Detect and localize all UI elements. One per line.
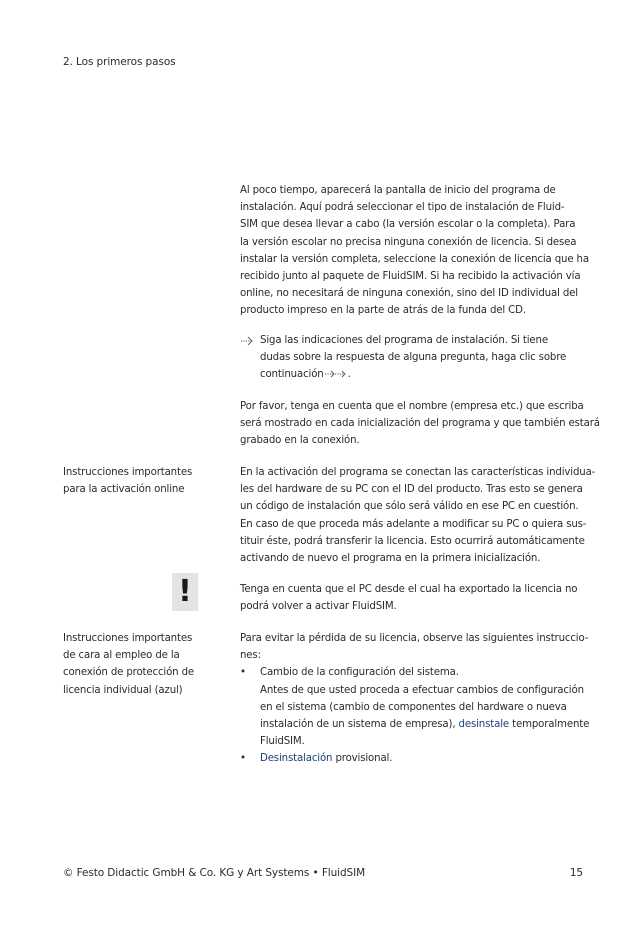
page-number: 15 bbox=[569, 867, 583, 879]
bullet-text: temporalmente bbox=[509, 719, 590, 731]
license-protection-heading bbox=[63, 630, 213, 699]
protect-line: nes: bbox=[240, 650, 261, 662]
page-footer bbox=[63, 867, 583, 879]
section-title: 2. Los primeros pasos bbox=[63, 56, 176, 68]
bullet-text: provisional. bbox=[332, 753, 393, 765]
intro-line: instalar la versión completa, seleccione la conexión de licencia que ha bbox=[240, 253, 589, 265]
bullet-item-uninstall bbox=[240, 750, 590, 767]
online-line: un código de instalación que sólo será válido en ese PC en cuestión. bbox=[240, 501, 579, 513]
bullet-line bbox=[260, 750, 590, 767]
intro-line: online, no necesitará de ninguna conexión, sino del ID individual del bbox=[240, 288, 578, 300]
uninstall-link[interactable]: desinstale bbox=[458, 719, 510, 731]
sidebar-heading-line: Instrucciones importantes bbox=[63, 633, 193, 644]
intro-line: instalación. Aquí podrá seleccionar el tipo de instalación de Fluid- bbox=[240, 202, 565, 214]
note-line: será mostrado en cada inicialización del programa y que también estará bbox=[240, 418, 600, 430]
bullet-line bbox=[260, 716, 590, 733]
step-line: Siga las indicaciones del programa de instalación. Si tiene bbox=[260, 335, 548, 346]
protect-line: Para evitar la pérdida de su licencia, observe las siguientes instruccio- bbox=[240, 633, 589, 644]
online-line: En la activación del programa se conectan las características individua- bbox=[240, 467, 596, 478]
sidebar-heading-line: Instrucciones importantes bbox=[63, 467, 193, 478]
intro-line: producto impreso en la parte de atrás de la funda del CD. bbox=[240, 305, 526, 317]
uninstallation-link[interactable]: Desinstalación bbox=[260, 753, 333, 765]
online-line: activando de nuevo el programa en la primera inicialización. bbox=[240, 553, 541, 565]
online-line: les del hardware de su PC con el ID del producto. Tras esto se genera bbox=[240, 484, 583, 496]
continue-arrow-icon bbox=[324, 369, 348, 379]
warning-paragraph bbox=[240, 581, 590, 615]
online-activation-paragraph bbox=[240, 464, 596, 567]
bullet-icon: • bbox=[240, 667, 246, 679]
online-activation-heading bbox=[63, 464, 213, 498]
step-arrow-icon bbox=[240, 332, 256, 349]
note-paragraph bbox=[240, 398, 600, 450]
warning-line: Tenga en cuenta que el PC desde el cual ha exportado la licencia no bbox=[240, 584, 578, 595]
warning-callout bbox=[172, 573, 198, 611]
bullet-title: Cambio de la configuración del sistema. bbox=[260, 667, 459, 679]
exclamation-icon: ! bbox=[178, 574, 192, 609]
warning-line: podrá volver a activar FluidSIM. bbox=[240, 601, 397, 613]
intro-paragraph bbox=[240, 182, 590, 320]
footer-copyright: © Festo Didactic GmbH & Co. KG y Art Systems • FluidSIM bbox=[63, 867, 366, 879]
note-line: Por favor, tenga en cuenta que el nombre (empresa etc.) que escriba bbox=[240, 401, 584, 412]
intro-line: recibido junto al paquete de FluidSIM. Si ha recibido la activación vía bbox=[240, 271, 581, 283]
step-instruction bbox=[240, 332, 590, 384]
intro-line: la versión escolar no precisa ninguna conexión de licencia. Si desea bbox=[240, 236, 577, 248]
bullet-line: FluidSIM. bbox=[260, 736, 305, 748]
sidebar-heading-line: conexión de protección de bbox=[63, 667, 195, 679]
bullet-text: instalación de un sistema de empresa), bbox=[260, 719, 459, 731]
bullet-line: en el sistema (cambio de componentes del hardware o nueva bbox=[260, 701, 567, 713]
step-line: dudas sobre la respuesta de alguna pregunta, haga clic sobre bbox=[260, 352, 567, 364]
sidebar-heading-line: licencia individual (azul) bbox=[63, 684, 183, 696]
sidebar-heading-line: de cara al empleo de la bbox=[63, 650, 180, 662]
note-line: grabado en la conexión. bbox=[240, 435, 360, 447]
bullet-icon: • bbox=[240, 753, 246, 765]
step-line: continuación bbox=[260, 369, 324, 381]
bullet-line: Antes de que usted proceda a efectuar cambios de configuración bbox=[260, 684, 584, 696]
step-end: . bbox=[347, 369, 351, 381]
online-line: tituir éste, podrá transferir la licencia. Esto ocurrirá automáticamente bbox=[240, 535, 585, 547]
bullet-item-config-change bbox=[240, 664, 590, 750]
online-line: En caso de que proceda más adelante a modificar su PC o quiera sus- bbox=[240, 518, 587, 530]
license-protection-section bbox=[240, 630, 590, 768]
step-line-last bbox=[260, 366, 590, 383]
intro-line: Al poco tiempo, aparecerá la pantalla de inicio del programa de bbox=[240, 185, 556, 196]
intro-line: SIM que desea llevar a cabo (la versión escolar o la completa). Para bbox=[240, 219, 576, 231]
sidebar-heading-line: para la activación online bbox=[63, 484, 185, 496]
